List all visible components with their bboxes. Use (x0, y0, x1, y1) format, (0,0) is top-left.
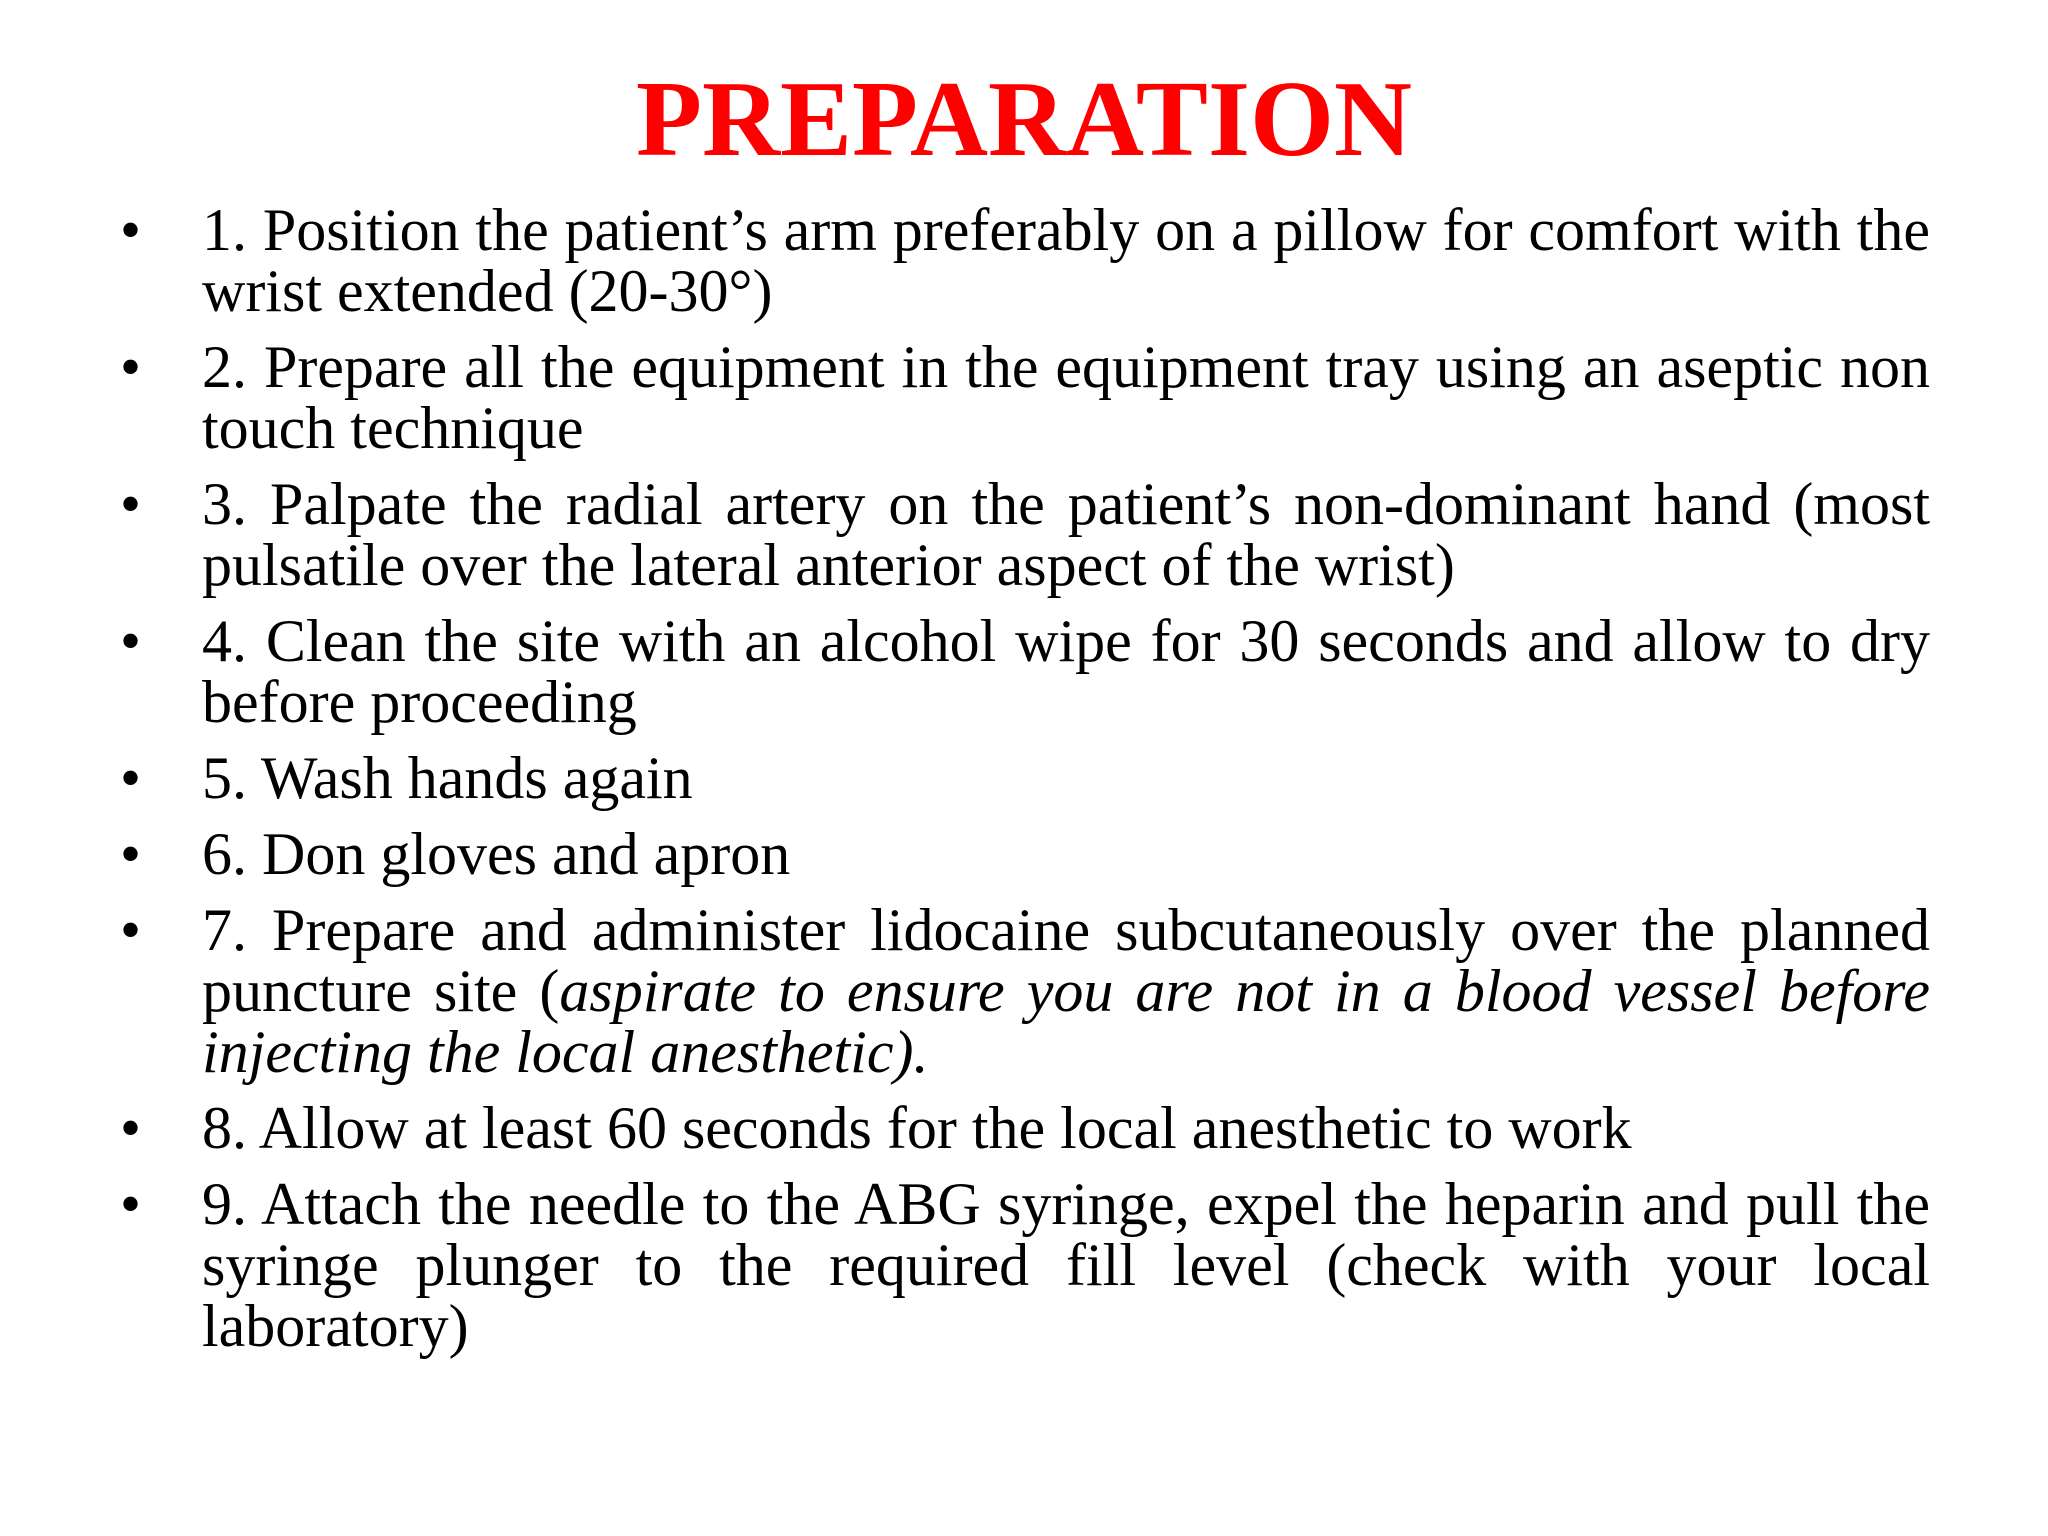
bullet-icon: • (120, 608, 142, 674)
list-item-text: 4. Clean the site with an alcohol wipe for 30 seconds and allow to dry before proceeding (202, 608, 1930, 735)
bullet-list (0, 197, 2048, 1372)
list-item (0, 745, 2048, 811)
bullet-icon: • (120, 1095, 142, 1161)
list-item (0, 471, 2048, 598)
list-item-text: 3. Palpate the radial artery on the patient’s non-dominant hand (most pulsatile over the lateral anterior aspect of the wrist) (202, 471, 1930, 598)
list-item-text-italic: aspirate to ensure you are not in a blood vessel before injecting the local anesthetic). (202, 958, 1930, 1085)
bullet-icon: • (120, 897, 142, 963)
bullet-icon: • (120, 197, 142, 263)
list-item (0, 1171, 2048, 1359)
bullet-icon: • (120, 1171, 142, 1237)
list-item (0, 197, 2048, 324)
list-item-text-regular: 7. Prepare and administer lidocaine subcutaneously over the planned puncture site ( (202, 897, 1930, 1024)
slide-title: PREPARATION (636, 60, 1412, 179)
list-item-text: 8. Allow at least 60 seconds for the local anesthetic to work (202, 1095, 1632, 1161)
list-item-text: 5. Wash hands again (202, 745, 693, 811)
bullet-icon: • (120, 471, 142, 537)
list-item-text: 1. Position the patient’s arm preferably on a pillow for comfort with the wrist extended (20-30°) (202, 197, 1930, 324)
bullet-icon: • (120, 334, 142, 400)
list-item (0, 821, 2048, 887)
list-item-text (202, 897, 1930, 1085)
list-item-text: 6. Don gloves and apron (202, 821, 791, 887)
bullet-icon: • (120, 745, 142, 811)
list-item (0, 1095, 2048, 1161)
bullet-icon: • (120, 821, 142, 887)
list-item (0, 608, 2048, 735)
list-item-text: 9. Attach the needle to the ABG syringe, expel the heparin and pull the syringe plunger to the required fill level (check with your local laboratory) (202, 1171, 1930, 1359)
list-item (0, 334, 2048, 461)
list-item-text: 2. Prepare all the equipment in the equipment tray using an aseptic non touch technique (202, 334, 1930, 461)
list-item (0, 897, 2048, 1085)
